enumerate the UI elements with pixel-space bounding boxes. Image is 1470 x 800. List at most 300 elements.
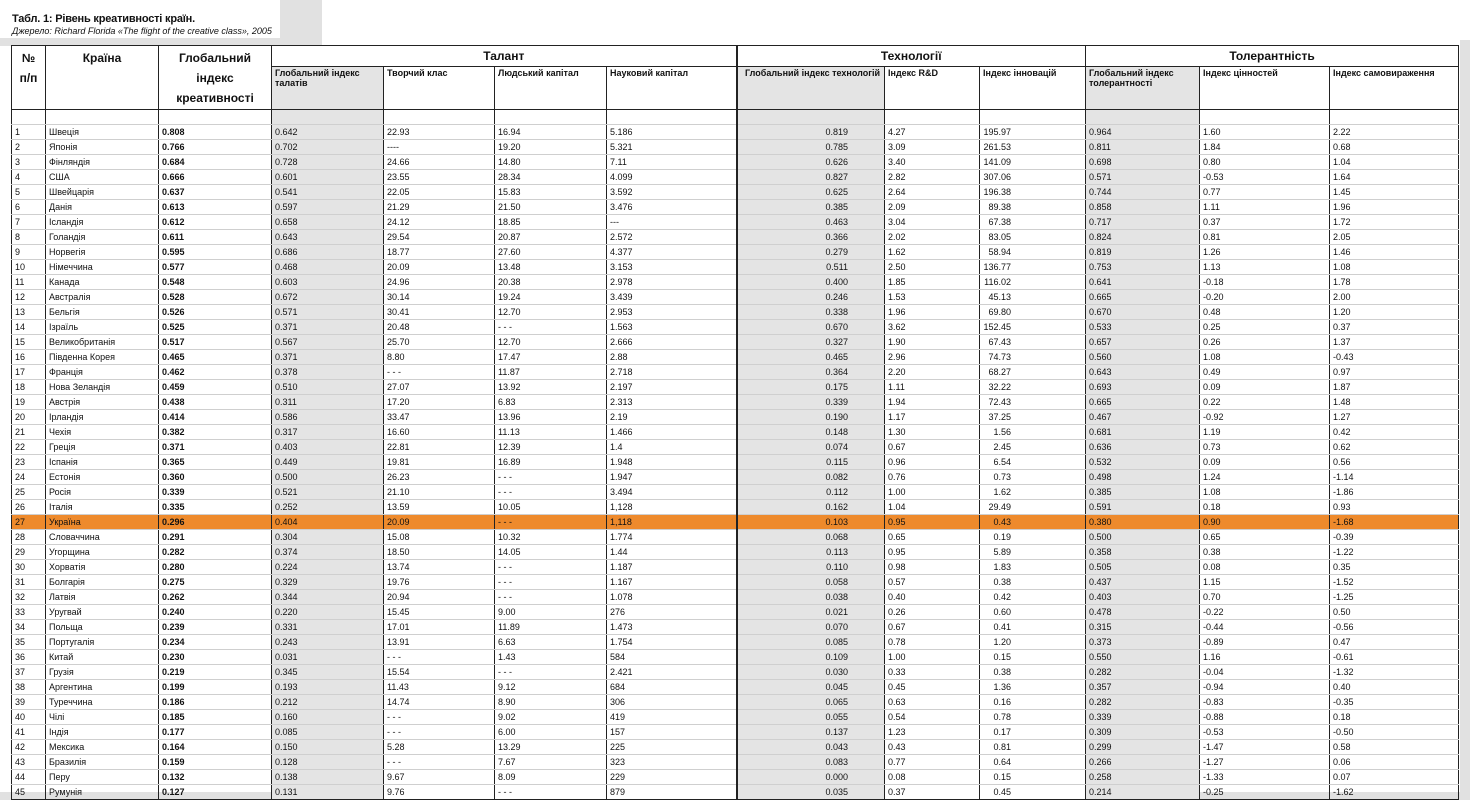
cell-science: 5.321 (607, 140, 737, 155)
cell-rd: 0.96 (885, 455, 980, 470)
cell-gtech: 0.110 (737, 560, 885, 575)
cell-innov: 1.20 (980, 635, 1086, 650)
cell-gci: 0.127 (159, 785, 272, 800)
cell-innov: 0.64 (980, 755, 1086, 770)
cell-values: 0.09 (1200, 455, 1330, 470)
cell-num: 41 (12, 725, 46, 740)
cell-creative: 27.07 (384, 380, 495, 395)
cell-gti: 0.571 (272, 305, 384, 320)
cell-innov: 0.15 (980, 650, 1086, 665)
cell-gtech: 0.000 (737, 770, 885, 785)
cell-country: Фінляндія (46, 155, 159, 170)
cell-gtol: 0.811 (1086, 140, 1200, 155)
table-row (12, 515, 1459, 530)
table-row (12, 695, 1459, 710)
cell-selfexp: 1.46 (1330, 245, 1459, 260)
cell-gti: 0.212 (272, 695, 384, 710)
cell-gci: 0.240 (159, 605, 272, 620)
table-row (12, 650, 1459, 665)
cell-country: Норвегія (46, 245, 159, 260)
cell-gtol: 0.403 (1086, 590, 1200, 605)
cell-science: 3.592 (607, 185, 737, 200)
cell-gtol: 0.643 (1086, 365, 1200, 380)
cell-rd: 0.08 (885, 770, 980, 785)
cell-country: Швеція (46, 125, 159, 140)
cell-country: Латвія (46, 590, 159, 605)
cell-num: 33 (12, 605, 46, 620)
cell-rd: 1.00 (885, 650, 980, 665)
cell-values: -0.44 (1200, 620, 1330, 635)
cell-num: 20 (12, 410, 46, 425)
cell-gci: 0.612 (159, 215, 272, 230)
cell-creative: 21.29 (384, 200, 495, 215)
cell-gtech: 0.279 (737, 245, 885, 260)
cell-creative: 13.91 (384, 635, 495, 650)
cell-gtol: 0.681 (1086, 425, 1200, 440)
cell-creative: 25.70 (384, 335, 495, 350)
cell-gci: 0.262 (159, 590, 272, 605)
cell-gtol: 0.373 (1086, 635, 1200, 650)
header-gtol: Глобальний індекс толерантності (1086, 67, 1200, 110)
table-row (12, 125, 1459, 140)
cell-values: 0.73 (1200, 440, 1330, 455)
cell-selfexp: -1.25 (1330, 590, 1459, 605)
table-row (12, 545, 1459, 560)
cell-gci: 0.808 (159, 125, 272, 140)
cell-science: 2.421 (607, 665, 737, 680)
cell-gtech: 0.038 (737, 590, 885, 605)
cell-gtol: 0.665 (1086, 395, 1200, 410)
cell-selfexp: 2.22 (1330, 125, 1459, 140)
cell-num: 16 (12, 350, 46, 365)
cell-creative: 26.23 (384, 470, 495, 485)
cell-human: 6.00 (495, 725, 607, 740)
cell-selfexp: 1.37 (1330, 335, 1459, 350)
cell-country: Іспанія (46, 455, 159, 470)
cell-gti: 0.193 (272, 680, 384, 695)
table-row (12, 605, 1459, 620)
cell-gti: 0.224 (272, 560, 384, 575)
cell-science: 2.197 (607, 380, 737, 395)
cell-country: Перу (46, 770, 159, 785)
header-country: Країна (46, 46, 159, 110)
cell-rd: 1.30 (885, 425, 980, 440)
header-rd: Індекс R&D (885, 67, 980, 110)
cell-gtech: 0.055 (737, 710, 885, 725)
cell-gtol: 0.282 (1086, 695, 1200, 710)
cell-innov: 6.54 (980, 455, 1086, 470)
cell-num: 31 (12, 575, 46, 590)
cell-gtol: 0.819 (1086, 245, 1200, 260)
cell-gtol: 0.591 (1086, 500, 1200, 515)
table-title: Табл. 1: Рівень креативності країн. (12, 13, 195, 25)
cell-science: 1.167 (607, 575, 737, 590)
cell-science: 3.476 (607, 200, 737, 215)
cell-rd: 1.85 (885, 275, 980, 290)
table-row (12, 200, 1459, 215)
cell-country: США (46, 170, 159, 185)
table-row (12, 290, 1459, 305)
cell-num: 8 (12, 230, 46, 245)
cell-gtech: 0.082 (737, 470, 885, 485)
table-row (12, 620, 1459, 635)
cell-gtol: 0.533 (1086, 320, 1200, 335)
group-talent: Талант (272, 46, 737, 67)
cell-creative: 9.76 (384, 785, 495, 800)
cell-selfexp: 0.37 (1330, 320, 1459, 335)
cell-num: 7 (12, 215, 46, 230)
cell-innov: 32.22 (980, 380, 1086, 395)
cell-gti: 0.521 (272, 485, 384, 500)
cell-gtol: 0.385 (1086, 485, 1200, 500)
cell-rd: 0.43 (885, 740, 980, 755)
cell-gtol: 0.380 (1086, 515, 1200, 530)
cell-values: -0.88 (1200, 710, 1330, 725)
cell-gtol: 0.500 (1086, 530, 1200, 545)
cell-gci: 0.382 (159, 425, 272, 440)
cell-values: -0.89 (1200, 635, 1330, 650)
cell-selfexp: 0.47 (1330, 635, 1459, 650)
cell-innov: 0.42 (980, 590, 1086, 605)
cell-human: 19.20 (495, 140, 607, 155)
cell-innov: 0.17 (980, 725, 1086, 740)
cell-num: 15 (12, 335, 46, 350)
cell-values: 1.26 (1200, 245, 1330, 260)
cell-gci: 0.219 (159, 665, 272, 680)
cell-num: 12 (12, 290, 46, 305)
cell-human: 14.05 (495, 545, 607, 560)
cell-innov: 0.38 (980, 665, 1086, 680)
cell-science: 306 (607, 695, 737, 710)
cell-num: 27 (12, 515, 46, 530)
cell-gti: 0.344 (272, 590, 384, 605)
cell-gtech: 0.400 (737, 275, 885, 290)
decor-right-strip (1460, 40, 1470, 800)
cell-values: 0.48 (1200, 305, 1330, 320)
cell-gtol: 0.315 (1086, 620, 1200, 635)
cell-gci: 0.684 (159, 155, 272, 170)
cell-gti: 0.371 (272, 350, 384, 365)
cell-creative: 24.96 (384, 275, 495, 290)
cell-human: 16.94 (495, 125, 607, 140)
cell-selfexp: 1.48 (1330, 395, 1459, 410)
cell-selfexp: 0.93 (1330, 500, 1459, 515)
cell-gci: 0.766 (159, 140, 272, 155)
cell-rd: 0.95 (885, 515, 980, 530)
header-values: Індекс цінностей (1200, 67, 1330, 110)
cell-gti: 0.311 (272, 395, 384, 410)
cell-creative: 19.76 (384, 575, 495, 590)
cell-creative: 15.45 (384, 605, 495, 620)
cell-selfexp: -1.68 (1330, 515, 1459, 530)
table-row (12, 635, 1459, 650)
cell-num: 17 (12, 365, 46, 380)
cell-gci: 0.199 (159, 680, 272, 695)
cell-country: Португалія (46, 635, 159, 650)
cell-country: Франція (46, 365, 159, 380)
cell-selfexp: -1.52 (1330, 575, 1459, 590)
cell-gti: 0.702 (272, 140, 384, 155)
cell-num: 1 (12, 125, 46, 140)
cell-science: 3.153 (607, 260, 737, 275)
cell-country: Румунія (46, 785, 159, 800)
cell-innov: 0.78 (980, 710, 1086, 725)
cell-innov: 0.15 (980, 770, 1086, 785)
cell-innov: 0.60 (980, 605, 1086, 620)
cell-gti: 0.317 (272, 425, 384, 440)
cell-gtol: 0.299 (1086, 740, 1200, 755)
cell-science: 225 (607, 740, 737, 755)
cell-gti: 0.220 (272, 605, 384, 620)
table-row (12, 740, 1459, 755)
cell-human: 18.85 (495, 215, 607, 230)
cell-gti: 0.642 (272, 125, 384, 140)
cell-human: 11.87 (495, 365, 607, 380)
cell-creative: 24.12 (384, 215, 495, 230)
cell-gti: 0.643 (272, 230, 384, 245)
cell-gti: 0.500 (272, 470, 384, 485)
cell-science: 3.439 (607, 290, 737, 305)
cell-selfexp: -0.61 (1330, 650, 1459, 665)
cell-human: 11.89 (495, 620, 607, 635)
cell-creative: 24.66 (384, 155, 495, 170)
cell-selfexp: 2.05 (1330, 230, 1459, 245)
cell-gci: 0.335 (159, 500, 272, 515)
creativity-table (11, 45, 1459, 800)
cell-rd: 2.09 (885, 200, 980, 215)
cell-human: 13.29 (495, 740, 607, 755)
cell-num: 32 (12, 590, 46, 605)
cell-values: 1.13 (1200, 260, 1330, 275)
cell-science: 1.44 (607, 545, 737, 560)
cell-gci: 0.517 (159, 335, 272, 350)
cell-selfexp: 1.96 (1330, 200, 1459, 215)
cell-selfexp: 1.72 (1330, 215, 1459, 230)
cell-country: Німеччина (46, 260, 159, 275)
cell-num: 43 (12, 755, 46, 770)
cell-innov: 196.38 (980, 185, 1086, 200)
cell-country: Греція (46, 440, 159, 455)
cell-values: -1.27 (1200, 755, 1330, 770)
cell-values: -0.04 (1200, 665, 1330, 680)
cell-gti: 0.510 (272, 380, 384, 395)
cell-values: -0.83 (1200, 695, 1330, 710)
cell-num: 36 (12, 650, 46, 665)
cell-science: 1.947 (607, 470, 737, 485)
cell-values: -1.47 (1200, 740, 1330, 755)
cell-gci: 0.185 (159, 710, 272, 725)
cell-gtech: 0.327 (737, 335, 885, 350)
cell-gtech: 0.115 (737, 455, 885, 470)
cell-country: Канада (46, 275, 159, 290)
cell-values: -0.53 (1200, 725, 1330, 740)
cell-gci: 0.296 (159, 515, 272, 530)
cell-values: -0.18 (1200, 275, 1330, 290)
cell-gti: 0.329 (272, 575, 384, 590)
header-gti: Глобальний індекс талатів (272, 67, 384, 110)
cell-creative: 15.08 (384, 530, 495, 545)
cell-innov: 72.43 (980, 395, 1086, 410)
cell-creative: 13.74 (384, 560, 495, 575)
cell-selfexp: 0.06 (1330, 755, 1459, 770)
cell-rd: 0.65 (885, 530, 980, 545)
cell-human: - - - (495, 515, 607, 530)
header-gtech: Глобальний індекс технологій (737, 67, 885, 110)
cell-rd: 0.77 (885, 755, 980, 770)
cell-rd: 0.63 (885, 695, 980, 710)
cell-science: 584 (607, 650, 737, 665)
cell-creative: 30.41 (384, 305, 495, 320)
cell-gci: 0.282 (159, 545, 272, 560)
cell-science: 419 (607, 710, 737, 725)
cell-values: -0.94 (1200, 680, 1330, 695)
cell-innov: 195.97 (980, 125, 1086, 140)
table-row (12, 305, 1459, 320)
cell-num: 26 (12, 500, 46, 515)
cell-num: 35 (12, 635, 46, 650)
cell-rd: 2.50 (885, 260, 980, 275)
cell-creative: 18.50 (384, 545, 495, 560)
cell-gti: 0.449 (272, 455, 384, 470)
cell-selfexp: 0.68 (1330, 140, 1459, 155)
table-row (12, 395, 1459, 410)
cell-creative: 30.14 (384, 290, 495, 305)
cell-science: 2.953 (607, 305, 737, 320)
cell-science: 2.19 (607, 410, 737, 425)
cell-human: 9.02 (495, 710, 607, 725)
cell-gci: 0.438 (159, 395, 272, 410)
cell-country: Індія (46, 725, 159, 740)
cell-num: 40 (12, 710, 46, 725)
cell-values: 0.77 (1200, 185, 1330, 200)
cell-gtech: 0.065 (737, 695, 885, 710)
cell-country: Грузія (46, 665, 159, 680)
cell-rd: 3.09 (885, 140, 980, 155)
cell-rd: 0.54 (885, 710, 980, 725)
cell-country: Туреччина (46, 695, 159, 710)
cell-gtol: 0.258 (1086, 770, 1200, 785)
cell-country: Нова Зеландія (46, 380, 159, 395)
cell-country: Італія (46, 500, 159, 515)
cell-rd: 0.67 (885, 620, 980, 635)
cell-rd: 4.27 (885, 125, 980, 140)
table-body (12, 110, 1459, 800)
cell-num: 24 (12, 470, 46, 485)
cell-selfexp: -1.32 (1330, 665, 1459, 680)
cell-gti: 0.672 (272, 290, 384, 305)
cell-innov: 0.43 (980, 515, 1086, 530)
cell-science: 2.313 (607, 395, 737, 410)
cell-human: 19.24 (495, 290, 607, 305)
cell-gci: 0.177 (159, 725, 272, 740)
cell-innov: 58.94 (980, 245, 1086, 260)
cell-science: 157 (607, 725, 737, 740)
cell-country: Ірландія (46, 410, 159, 425)
cell-rd: 0.95 (885, 545, 980, 560)
cell-human: 9.12 (495, 680, 607, 695)
cell-science: 1.4 (607, 440, 737, 455)
cell-gtol: 0.505 (1086, 560, 1200, 575)
cell-rd: 0.57 (885, 575, 980, 590)
cell-country: Великобританія (46, 335, 159, 350)
cell-human: 6.63 (495, 635, 607, 650)
cell-science: 2.572 (607, 230, 737, 245)
cell-country: Росія (46, 485, 159, 500)
cell-human: 13.48 (495, 260, 607, 275)
cell-values: 0.08 (1200, 560, 1330, 575)
cell-human: 15.83 (495, 185, 607, 200)
cell-innov: 0.73 (980, 470, 1086, 485)
cell-selfexp: -0.39 (1330, 530, 1459, 545)
cell-gti: 0.160 (272, 710, 384, 725)
table-row (12, 275, 1459, 290)
cell-science: 1.754 (607, 635, 737, 650)
cell-innov: 261.53 (980, 140, 1086, 155)
cell-gtol: 0.693 (1086, 380, 1200, 395)
cell-science: 2.666 (607, 335, 737, 350)
cell-creative: 8.80 (384, 350, 495, 365)
cell-rd: 0.45 (885, 680, 980, 695)
cell-gci: 0.280 (159, 560, 272, 575)
cell-human: - - - (495, 485, 607, 500)
cell-values: 1.08 (1200, 350, 1330, 365)
cell-gti: 0.586 (272, 410, 384, 425)
cell-num: 14 (12, 320, 46, 335)
cell-gci: 0.164 (159, 740, 272, 755)
cell-gti: 0.128 (272, 755, 384, 770)
cell-science: 879 (607, 785, 737, 800)
cell-rd: 0.67 (885, 440, 980, 455)
cell-rd: 1.94 (885, 395, 980, 410)
cell-creative: 20.94 (384, 590, 495, 605)
cell-gci: 0.637 (159, 185, 272, 200)
cell-gti: 0.686 (272, 245, 384, 260)
cell-gtol: 0.358 (1086, 545, 1200, 560)
cell-gtol: 0.532 (1086, 455, 1200, 470)
cell-gci: 0.611 (159, 230, 272, 245)
cell-creative: 22.93 (384, 125, 495, 140)
cell-human: 13.96 (495, 410, 607, 425)
cell-gci: 0.465 (159, 350, 272, 365)
table-row (12, 140, 1459, 155)
table-row (12, 500, 1459, 515)
cell-num: 39 (12, 695, 46, 710)
cell-creative: 14.74 (384, 695, 495, 710)
cell-values: 0.70 (1200, 590, 1330, 605)
cell-num: 9 (12, 245, 46, 260)
cell-gci: 0.462 (159, 365, 272, 380)
cell-human: - - - (495, 665, 607, 680)
table-row (12, 590, 1459, 605)
cell-selfexp: 1.20 (1330, 305, 1459, 320)
cell-num: 30 (12, 560, 46, 575)
cell-innov: 67.38 (980, 215, 1086, 230)
cell-science: 7.11 (607, 155, 737, 170)
cell-country: Мексика (46, 740, 159, 755)
cell-num: 10 (12, 260, 46, 275)
table-row (12, 320, 1459, 335)
cell-human: 20.38 (495, 275, 607, 290)
table-row (12, 485, 1459, 500)
cell-selfexp: -1.62 (1330, 785, 1459, 800)
cell-innov: 69.80 (980, 305, 1086, 320)
cell-gtol: 0.560 (1086, 350, 1200, 365)
cell-gtech: 0.385 (737, 200, 885, 215)
cell-rd: 1.17 (885, 410, 980, 425)
cell-gti: 0.468 (272, 260, 384, 275)
cell-human: - - - (495, 560, 607, 575)
cell-human: 12.39 (495, 440, 607, 455)
